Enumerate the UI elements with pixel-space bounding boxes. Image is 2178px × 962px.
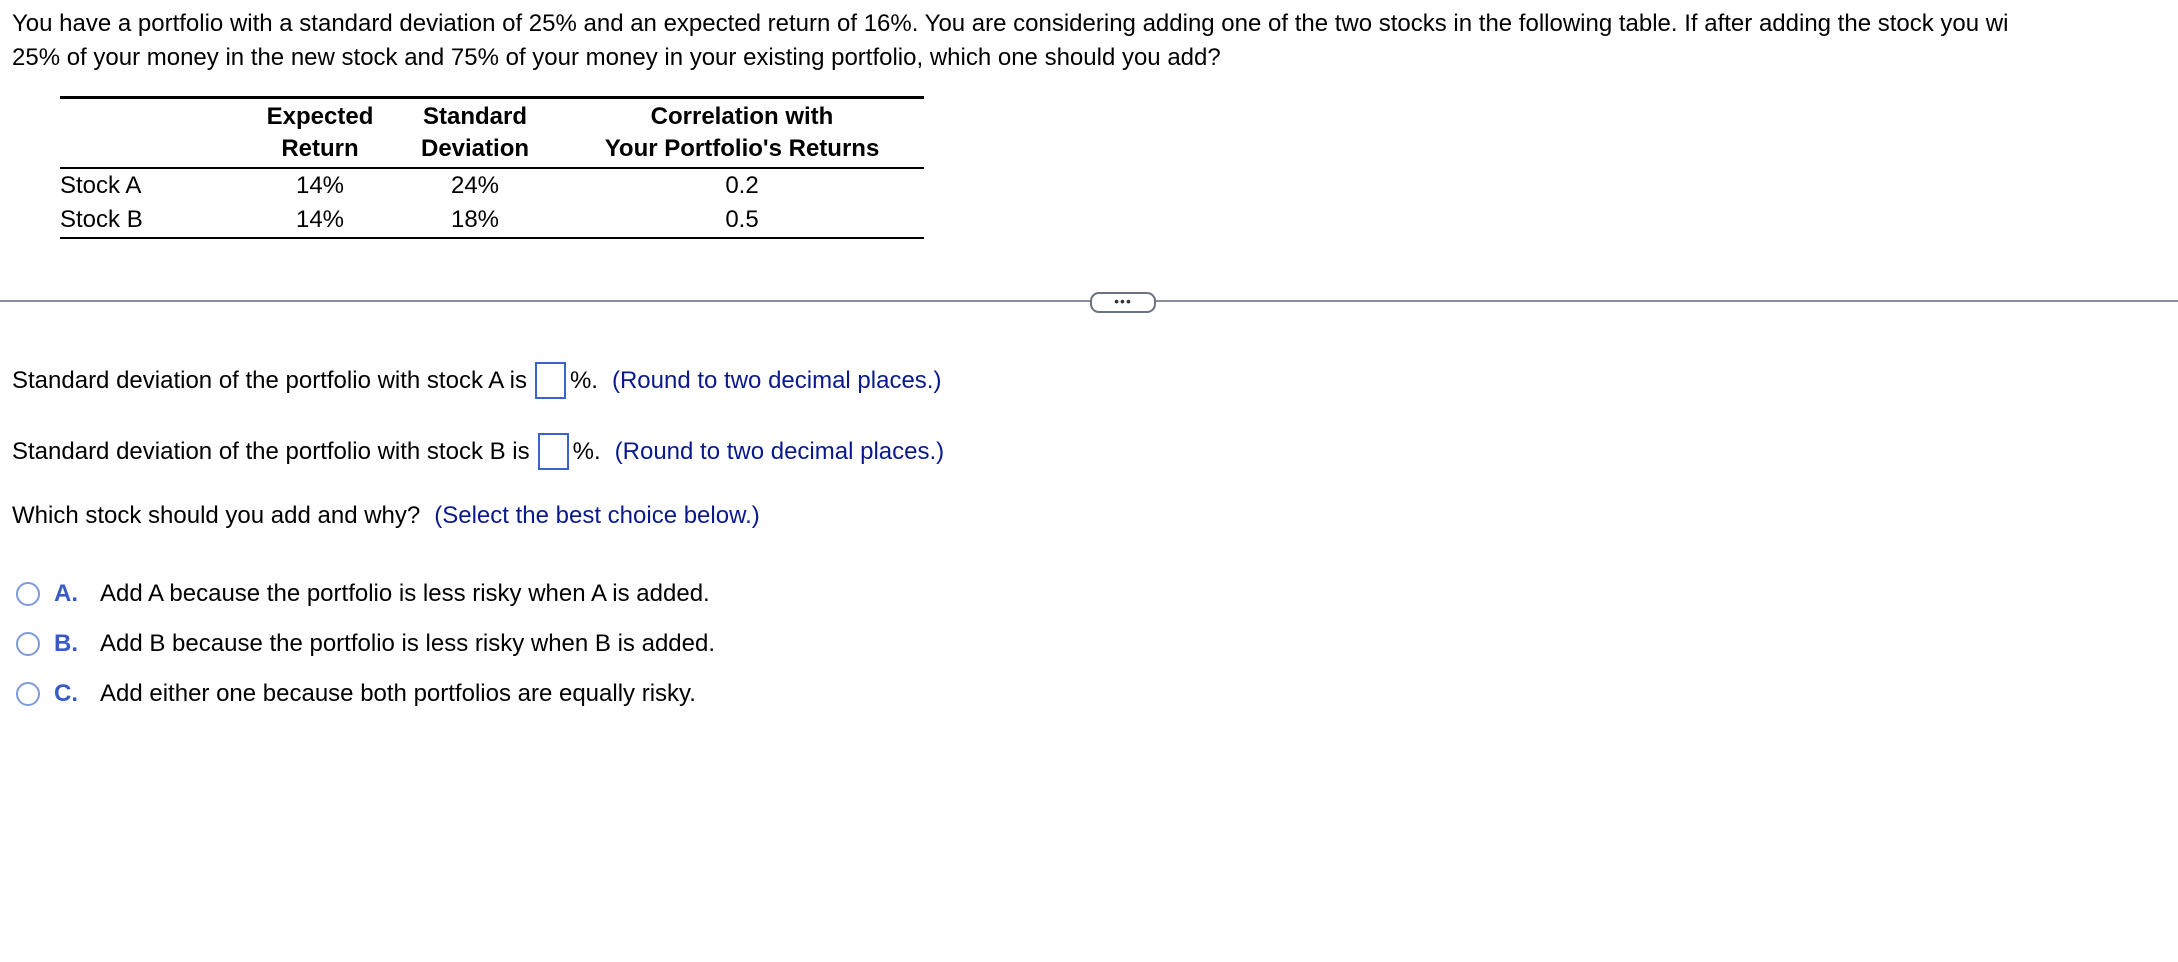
stock-table (60, 96, 924, 239)
option-letter: C. (54, 680, 78, 707)
option-b[interactable] (16, 630, 715, 658)
standard-deviation: 18% (390, 203, 560, 238)
row-name: Stock A (60, 172, 142, 199)
row-name: Stock B (60, 203, 250, 238)
radio-button-icon[interactable] (16, 682, 40, 706)
round-hint: (Round to two decimal places.) (611, 366, 942, 394)
answer-label: Standard deviation of the portfolio with stock B is (12, 437, 530, 465)
percent-suffix: %. (572, 437, 601, 465)
option-c[interactable] (16, 680, 696, 708)
option-text: Add either one because both portfolios are equally risky. (100, 680, 696, 707)
table-header-row (60, 99, 924, 168)
section-divider (0, 300, 2178, 302)
percent-suffix: %. (569, 366, 598, 394)
sd-stock-a-input[interactable] (535, 362, 566, 399)
option-letter: B. (54, 630, 78, 657)
header-expected-return: Expected Return (250, 99, 390, 168)
question-text-line-2: 25% of your money in the new stock and 75% of your money in your existing portfolio, which one should you add? (12, 44, 1221, 71)
radio-button-icon[interactable] (16, 582, 40, 606)
choice-hint: (Select the best choice below.) (434, 502, 760, 529)
answer-label: Standard deviation of the portfolio with stock A is (12, 366, 527, 394)
correlation: 0.5 (560, 203, 924, 238)
sd-stock-b-input[interactable] (538, 433, 569, 470)
header-correlation: Correlation with Your Portfolio's Returns (560, 99, 924, 168)
choice-question (12, 502, 760, 530)
option-letter: A. (54, 580, 78, 607)
round-hint: (Round to two decimal places.) (614, 437, 945, 465)
table-row (60, 168, 924, 203)
choice-question-text: Which stock should you add and why? (12, 502, 421, 529)
more-button[interactable]: ••• (1090, 292, 1156, 313)
correlation: 0.2 (725, 172, 759, 199)
expected-return: 14% (250, 203, 390, 238)
option-text: Add B because the portfolio is less risky when B is added. (100, 630, 715, 657)
option-text: Add A because the portfolio is less risky when A is added. (100, 580, 710, 607)
header-standard-deviation: Standard Deviation (390, 99, 560, 168)
expected-return: 14% (295, 172, 345, 199)
answer-line-a (12, 362, 941, 399)
answer-line-b (12, 433, 944, 470)
standard-deviation: 24% (450, 172, 500, 199)
question-text-line-1: You have a portfolio with a standard deviation of 25% and an expected return of 16%. You are considering adding one of the two stocks in the following table. If after adding the stock you wi (12, 10, 2009, 37)
table-row (60, 203, 924, 238)
radio-button-icon[interactable] (16, 632, 40, 656)
option-a[interactable] (16, 580, 710, 608)
